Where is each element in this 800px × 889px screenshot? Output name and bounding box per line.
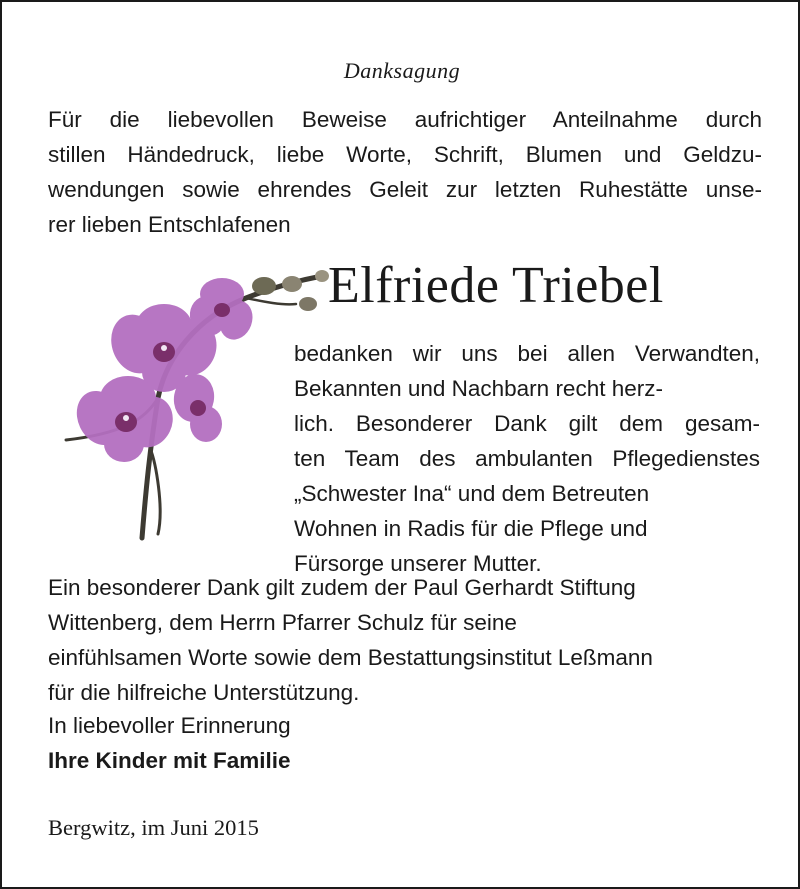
thanks-paragraph — [294, 336, 760, 581]
intro-line: stillen Händedruck, liebe Worte, Schrift, Blumen und Geldzu- — [48, 142, 762, 167]
place-and-date: Bergwitz, im Juni 2015 — [48, 815, 259, 840]
additional-thanks-line: Wittenberg, dem Herrn Pfarrer Schulz für seine — [48, 610, 517, 635]
thanks-line: „Schwester Ina“ und dem Betreuten — [294, 481, 650, 506]
notice-heading: Danksagung — [343, 58, 461, 83]
thanks-line: ten Team des ambulanten Pflegedienstes — [294, 446, 760, 471]
intro-paragraph — [48, 102, 762, 242]
thanks-line: Bekannten und Nachbarn recht herz- — [294, 376, 663, 401]
orchid-flower-image — [46, 248, 336, 548]
intro-line: wendungen sowie ehrendes Geleit zur letzten Ruhestätte unse- — [48, 177, 762, 202]
thanks-line: Wohnen in Radis für die Pflege und — [294, 516, 648, 541]
additional-thanks-line: für die hilfreiche Unterstützung. — [48, 680, 360, 705]
additional-thanks-line: einfühlsamen Worte sowie dem Bestattungsinstitut Leßmann — [48, 645, 653, 670]
thanks-line: Fürsorge unserer Mutter. — [294, 551, 542, 576]
signature: Ihre Kinder mit Familie — [48, 748, 291, 773]
closing-block — [48, 708, 648, 778]
closing-phrase: In liebevoller Erinnerung — [48, 713, 291, 738]
thanks-line: lich. Besonderer Dank gilt dem gesam- — [294, 411, 760, 436]
thanks-line: bedanken wir uns bei allen Verwandten, — [294, 341, 760, 366]
intro-line: Für die liebevollen Beweise aufrichtiger Anteilnahme durch — [48, 107, 762, 132]
deceased-name: Elfriede Triebel — [328, 257, 664, 314]
additional-thanks-line: Ein besonderer Dank gilt zudem der Paul Gerhardt Stiftung — [48, 575, 636, 600]
intro-line: rer lieben Entschlafenen — [48, 212, 291, 237]
additional-thanks-paragraph — [48, 570, 762, 710]
